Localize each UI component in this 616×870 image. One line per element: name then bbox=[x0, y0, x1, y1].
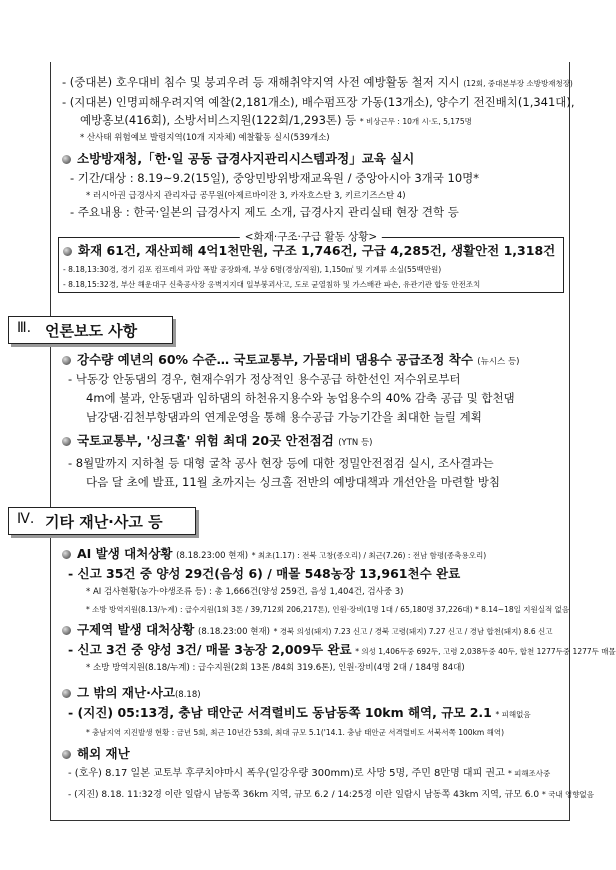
rescue-tag: <화재·구조·구급 활동 상황> bbox=[240, 229, 382, 244]
bullet-icon bbox=[62, 356, 71, 365]
prevention-line: 예방홍보(416회), 소방서비스지원(122회/1,293톤) 등 * 비상근무 : 10개 시·도, 5,175명 bbox=[80, 113, 472, 127]
overseas-line-2: - (지진) 8.18. 11:32경 이란 일람시 남동쪽 36km 지역, 규모 6.2 / 14:25경 이란 일람시 남동쪽 43km 지역, 규모 6.0 * 국내 영향없음 bbox=[68, 790, 594, 800]
fire-edu-period: - 기간/대상 : 8.19~9.2(15일), 중앙민방위방재교육원 / 중앙아시아 3개국 10명* bbox=[70, 171, 480, 185]
bullet-icon bbox=[62, 437, 71, 446]
ai-sub-1: * AI 검사현황(농가·야생조류 등) : 총 1,666건(양성 259건, 음성 1,404건, 검사중 3) bbox=[86, 587, 404, 597]
jidaebon-line: - (지대본) 인명피해우려지역 예찰(2,181개소), 배수펌프장 가동(13개소), 양수기 전진배치(1,341대), bbox=[62, 95, 575, 109]
bullet-icon bbox=[63, 247, 72, 256]
other-title: 그 밖의 재난·사고(8.18) bbox=[62, 684, 201, 704]
news-item-1-line-1: - 낙동강 안동댐의 경우, 현재수위가 정상적인 용수공급 하한선인 저수위로부터 bbox=[68, 372, 461, 386]
jungdaebon-line: - (중대본) 호우대비 침수 및 붕괴우려 등 재해취약지역 사전 예방활동 철저 지시 (12회, 중대본부장 소방방재청장) bbox=[62, 75, 573, 89]
news-item-2-title: 국토교통부, '싱크홀' 위험 최대 20곳 안전점검 (YTN 등) bbox=[62, 432, 373, 452]
landslide-note: * 산사태 위험예보 발령지역(10개 지자체) 예찰활동 실시(539개소) bbox=[80, 133, 330, 143]
bullet-icon bbox=[62, 689, 71, 698]
bullet-icon bbox=[62, 550, 71, 559]
bullet-icon bbox=[62, 626, 71, 635]
fire-edu-content: - 주요내용 : 한국·일본의 급경사지 제도 소개, 급경사지 관리실태 현장 견학 등 bbox=[70, 205, 459, 219]
rescue-box bbox=[58, 231, 564, 293]
rescue-summary: 화재 61건, 재산피해 4억1천만원, 구조 1,746건, 구급 4,285건, 생활안전 1,318건 bbox=[63, 242, 555, 259]
other-line: - (지진) 05:13경, 충남 태안군 서격렬비도 동남동쪽 10km 해역, 규모 2.1 * 피해없음 bbox=[68, 705, 531, 720]
ai-main: - 신고 35건 중 양성 29건(음성 6) / 매몰 548농장 13,961천수 완료 bbox=[68, 566, 461, 581]
bullet-icon bbox=[62, 750, 71, 759]
ai-title: AI 발생 대처상황 (8.18.23:00 현재) * 최초(1.17) : 전북 고창(종오리) / 최근(7.26) : 전남 함평(종축용오리) bbox=[62, 545, 566, 565]
fire-edu-title: 소방방재청,「한·일 공동 급경사지관리시스템과정」교육 실시 bbox=[62, 150, 414, 167]
ai-sub-2: * 소방 방역지원(8.13/누계) : 급수지원(1회 3톤 / 39,712회 206,217톤), 인원·장비(1명 1대 / 65,180명 37,226대) * 8.14~18일 지원실적 없음 bbox=[86, 605, 570, 614]
rescue-item-2: - 8.18,15:32경, 부산 해운대구 신축공사장 옹벽지지대 일부붕괴사고, 도로 균열침하 및 가스배관 파손, 유관기관 합동 안전조치 bbox=[63, 280, 481, 289]
overseas-title: 해외 재난 bbox=[62, 745, 130, 762]
bullet-icon bbox=[62, 155, 71, 164]
fire-edu-note: * 러시아권 급경사지 관리자급 공무원(아제르바이잔 3, 카자흐스탄 3, 키르기즈스탄 4) bbox=[86, 191, 406, 201]
fmd-title: 구제역 발생 대처상황 (8.18.23:00 현재) * 경북 의성(돼지) 7.23 신고 / 경북 고령(돼지) 7.27 신고 / 경남 합천(돼지) 8.6 신고 bbox=[62, 621, 566, 641]
news-item-2-line-2: 다음 달 초에 발표, 11월 초까지는 싱크홀 전반의 예방대책과 개선안을 마련할 방침 bbox=[86, 475, 500, 489]
overseas-line-1: - (호우) 8.17 일본 교토부 후쿠치야마시 폭우(일강우량 300mm)로 사망 5명, 주민 8만명 대피 권고 * 피해조사중 bbox=[68, 768, 551, 779]
news-item-1-line-3: 남강댐·김천부항댐과의 연계운영을 통해 용수공급 가능기간을 최대한 늘릴 계획 bbox=[86, 410, 482, 424]
other-sub: * 충남지역 지진발생 현황 : 금년 5회, 최근 10년간 53회, 최대 규모 5.1('14.1. 충남 태안군 서격렬비도 서북서쪽 100km 해역) bbox=[86, 728, 505, 737]
news-item-2-line-1: - 8월말까지 지하철 등 대형 굴착 공사 현장 등에 대한 정밀안전점검 실시, 조사결과는 bbox=[68, 456, 494, 470]
section-3-header: Ⅲ. 언론보도 사항 bbox=[8, 316, 173, 344]
section-4-header: Ⅳ. 기타 재난·사고 등 bbox=[8, 507, 196, 535]
fmd-main: - 신고 3건 중 양성 3건/ 매몰 3농장 2,009두 완료 * 의성 1,406두중 692두, 고령 2,038두중 40두, 합천 1277두중 1277두 매몰 bbox=[68, 642, 616, 657]
news-item-1-line-2: 4m에 불과, 안동댐과 임하댐의 하천유지용수와 농업용수의 40% 감축 공급 및 합천댐 bbox=[86, 391, 515, 405]
rescue-item-1: - 8.18,13:30경, 경기 김포 컴프레셔 과압 폭발 공장화재, 부상 6명(경상/직원), 1,150㎡ 및 기계류 소실(55백만원) bbox=[63, 265, 442, 274]
news-item-1-title: 강수량 예년의 60% 수준… 국토교통부, 가뭄대비 댐용수 공급조정 착수 (뉴시스 등) bbox=[62, 351, 566, 371]
fmd-sub: * 소방 방역지원(8.18/누계) : 급수지원(2회 13톤 /84회 319.6톤), 인원·장비(4명 2대 / 184명 84대) bbox=[86, 663, 465, 673]
